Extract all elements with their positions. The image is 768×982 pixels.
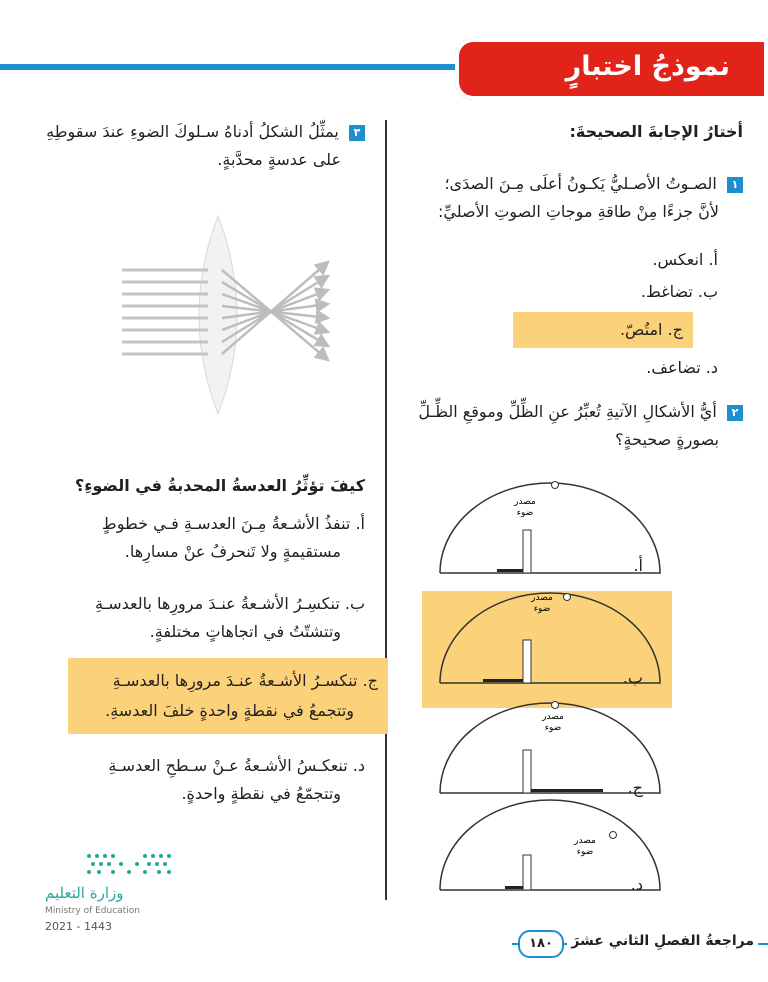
light-source-label: ضوء: [533, 604, 551, 614]
ministry-name-arabic: وزارة التعليم: [45, 884, 124, 902]
light-source-label: مصدر: [531, 593, 553, 603]
shadow-diagram-a[interactable]: [435, 478, 665, 578]
q1-option-b[interactable]: ب. تضاغط.: [640, 282, 718, 301]
q3-option-a[interactable]: [20, 510, 365, 566]
light-source-label: ضوء: [516, 508, 534, 518]
title-banner: [455, 38, 768, 100]
q1-option-d[interactable]: د. تضاعف.: [646, 358, 718, 377]
q2-text-line2: بصورةٍ صحيحةٍ؟: [615, 430, 719, 449]
option-line: وتتجمعُ في نقطةٍ واحدةٍ خلفَ العدسةِ.: [105, 701, 354, 720]
q2-option-b[interactable]: ب.: [622, 668, 643, 687]
question-number: ٢: [727, 405, 743, 421]
option-line: وتتجمّعُ في نقطةٍ واحدةٍ.: [181, 784, 341, 803]
option-line: ب. تنكسِـرُ الأشـعةُ عنـدَ مرورِها بالعدسـةِ: [94, 594, 365, 613]
q3-text-line2: على عدسةٍ محدَّبةٍ.: [217, 150, 341, 169]
option-line: د. تنعكـسُ الأشـعةُ عـنْ سـطحِ العدسـةِ: [108, 756, 365, 775]
q3-question: كيفَ تؤثِّرُ العدسةُ المحدبةُ في الضوءِ؟: [74, 476, 365, 495]
convex-lens-diagram: [110, 210, 350, 420]
ministry-name-english: Ministry of Education: [45, 906, 140, 916]
edition-year: 2021 - 1443: [45, 920, 112, 933]
q3-option-c[interactable]: [68, 658, 388, 734]
q3-option-b[interactable]: [20, 590, 365, 646]
light-source-label: مصدر: [574, 836, 596, 846]
option-line: مستقيمةٍ ولا تَنحرفُ عنْ مسارِها.: [124, 542, 341, 561]
question-number: ٣: [349, 125, 365, 141]
light-source-label: ضوء: [544, 723, 562, 733]
page-title: نموذجُ اختبارٍ: [565, 51, 730, 82]
question-number: ١: [727, 177, 743, 193]
q2-option-d[interactable]: د.: [630, 875, 643, 894]
question-1: [398, 170, 743, 226]
header-rule: [0, 64, 490, 70]
section-instruction: أختارُ الإجابةَ الصحيحةَ:: [569, 122, 743, 141]
chapter-review-label: مراجعةُ الفصلِ الثاني عشرَ: [567, 933, 758, 949]
q3-text-line1: يمثِّلُ الشكلُ أدناهُ سـلوكَ الضوءِ عندَ سقوطِهِ: [46, 122, 339, 141]
page-number: ١٨٠: [518, 930, 564, 958]
option-line: أ. تنفذُ الأشـعةُ مِـنَ العدسـةِ فـي خطوطٍ: [101, 514, 365, 533]
q1-text-line2: لأنَّ جزءًا مِنْ طاقةِ موجاتِ الصوتِ الأصليِّ:: [437, 202, 719, 221]
option-line: ج. تنكسـرُ الأشـعةُ عنـدَ مرورِها بالعدسـةِ: [112, 671, 378, 690]
q1-text-line1: الصـوتُ الأصـليُّ يَكـونُ أعلَى مِـنَ الصدَى؛: [444, 174, 717, 193]
question-3: [20, 118, 365, 174]
light-source-label: ضوء: [576, 847, 594, 857]
question-2: [398, 398, 743, 454]
q2-option-c[interactable]: ج.: [627, 778, 643, 797]
q3-option-d[interactable]: [20, 752, 365, 808]
q1-option-c: ج. امتُصّ.: [619, 320, 683, 339]
column-divider: [385, 120, 387, 900]
ministry-logo-icon: [85, 852, 177, 880]
q1-option-a[interactable]: أ. انعكس.: [652, 250, 718, 269]
option-line: وتتشتّتُ في اتجاهاتٍ مختلفةٍ.: [149, 622, 341, 641]
light-source-label: مصدر: [514, 497, 536, 507]
light-source-label: مصدر: [542, 712, 564, 722]
q2-option-a[interactable]: أ.: [633, 556, 643, 575]
q1-option-c-highlighted[interactable]: [513, 312, 693, 348]
q2-text-line1: أيُّ الأشكالِ الآتيةِ تُعبِّرُ عنِ الظِّلِّ وموقعِ الظِّـلِّ: [418, 402, 717, 421]
